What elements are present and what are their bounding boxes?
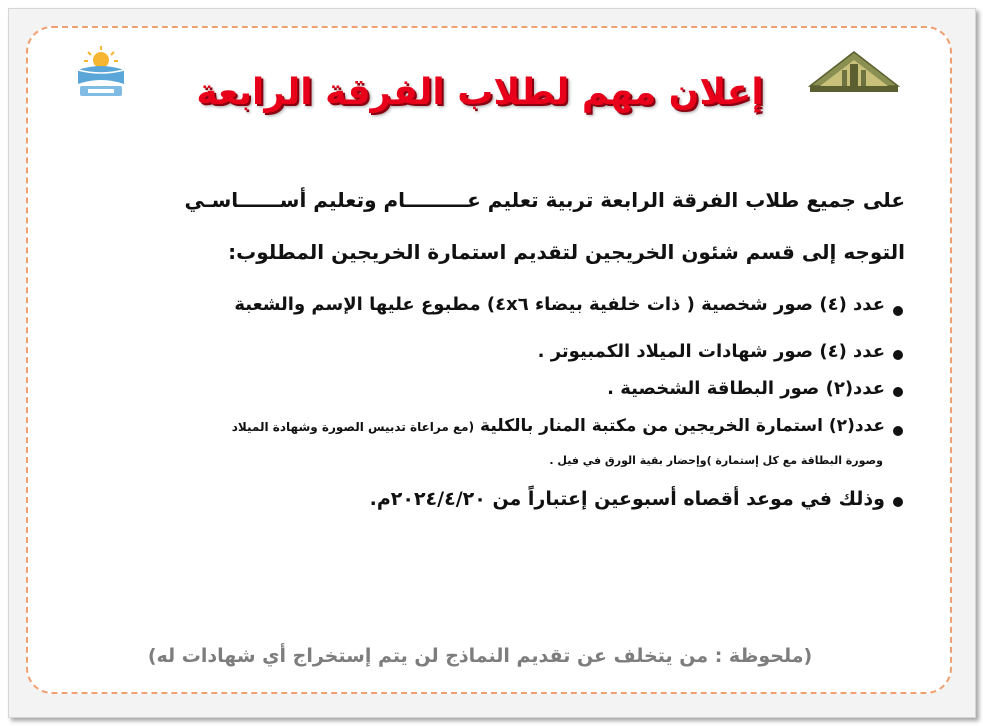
intro-line-1: على جميع طلاب الفرقة الرابعة تربية تعليم عـــــــــام وتعليم أســــــاسـي [184, 188, 905, 212]
faculty-logo-icon [72, 46, 130, 102]
graduate-form-note-continued: وصورة البطاقة مع كل إستمارة )وإحضار بقية الورق في فيل . [549, 454, 883, 467]
requirement-item-id-card: عدد(٢) صور البطاقة الشخصية . [607, 378, 885, 399]
requirement-item-photos: عدد (٤) صور شخصية ( ذات خلفية بيضاء ٤x٦) مطبوع عليها الإسم والشعبة [234, 294, 885, 315]
deadline-item: وذلك في موعد أقصاه أسبوعين إعتباراً من ٢٠٢٤/٤/٢٠م. [369, 488, 885, 510]
announcement-title: إعلان مهم لطلاب الفرقة الرابعة [196, 72, 764, 113]
graduate-form-note: (مع مراعاة تدبيس الصورة وشهادة الميلاد [231, 420, 475, 434]
intro-line-2: التوجه إلى قسم شئون الخريجين لتقديم استمارة الخريجين المطلوب: [228, 240, 905, 264]
bullet-icon [893, 350, 903, 360]
bullet-icon [893, 497, 903, 507]
requirement-item-graduate-form [232, 416, 885, 436]
bullet-icon [893, 387, 903, 397]
university-logo-icon [806, 46, 902, 96]
requirement-item-birth-certificates: عدد (٤) صور شهادات الميلاد الكمبيوتر . [537, 341, 885, 362]
bullet-icon [893, 426, 903, 436]
bullet-icon [893, 306, 903, 316]
footer-note: (ملحوظة : من يتخلف عن تقديم النماذج لن يتم إستخراج أي شهادات له) [147, 645, 813, 667]
graduate-form-text: عدد(٢) استمارة الخريجين من مكتبة المنار بالكلية [480, 416, 885, 436]
